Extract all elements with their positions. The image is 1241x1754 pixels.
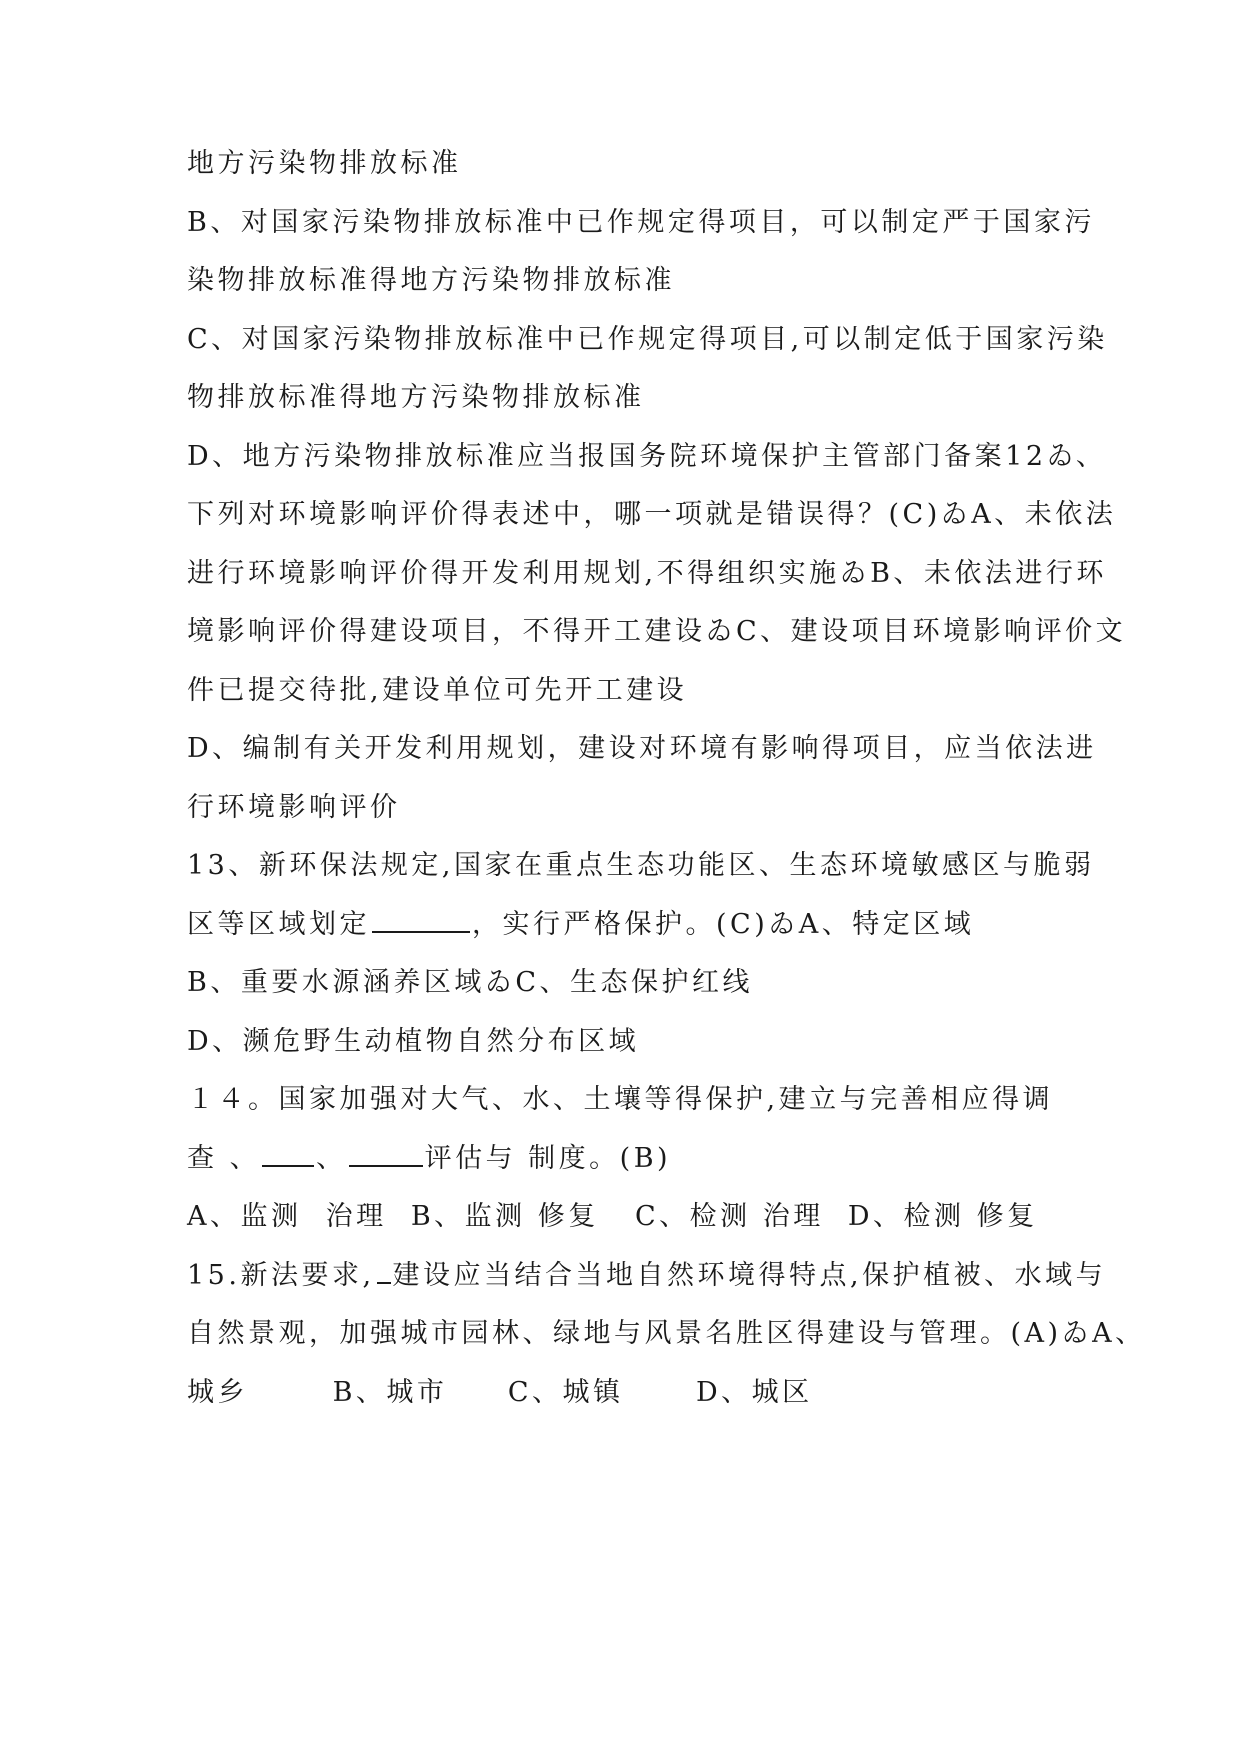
line-18-before: 查 、: [187, 1143, 261, 1174]
line-14-after: ，实行严格保护。(C)ゐA、特定区域: [472, 909, 975, 940]
text-line-20: [187, 1256, 1106, 1296]
text-line-14: [187, 905, 974, 945]
text-line-18: [187, 1139, 671, 1179]
text-line-2: B、对国家污染物排放标准中已作规定得项目，可以制定严于国家污: [187, 207, 1095, 238]
text-line-1: 地方污染物排放标准: [187, 148, 462, 179]
text-line-22: 城乡 B、城市 C、城镇 D、城区: [187, 1377, 813, 1408]
text-line-6: D、地方污染物排放标准应当报国务院环境保护主管部门备案12ゐ、: [187, 441, 1107, 472]
line-18-middle: 、: [316, 1143, 347, 1174]
fill-in-blank: [377, 1256, 391, 1284]
text-line-10: 件已提交待批,建设单位可先开工建设: [187, 675, 688, 706]
fill-in-blank: [372, 905, 470, 933]
fill-in-blank-1: [262, 1139, 314, 1167]
fill-in-blank-2: [349, 1139, 423, 1167]
text-line-4: C、对国家污染物排放标准中已作规定得项目,可以制定低于国家污染: [187, 324, 1108, 355]
text-line-13: 13、新环保法规定,国家在重点生态功能区、生态环境敏感区与脆弱: [187, 850, 1095, 881]
text-line-9: 境影响评价得建设项目，不得开工建设ゐC、建设项目环境影响评价文: [187, 616, 1127, 647]
text-line-7: 下列对环境影响评价得表述中，哪一项就是错误得？(C)ゐA、未依法: [187, 499, 1117, 530]
text-line-17: １４。国家加强对大气、水、土壤等得保护,建立与完善相应得调: [187, 1084, 1054, 1115]
text-line-21: 自然景观，加强城市园林、绿地与风景名胜区得建设与管理。(A)ゐA、: [187, 1318, 1146, 1349]
line-14-before: 区等区域划定: [187, 909, 370, 940]
text-line-5: 物排放标准得地方污染物排放标准: [187, 382, 645, 413]
text-line-3: 染物排放标准得地方污染物排放标准: [187, 265, 675, 296]
line-20-after: 建设应当结合当地自然环境得特点,保护植被、水域与: [392, 1260, 1107, 1291]
text-line-15: B、重要水源涵养区域ゐC、生态保护红线: [187, 967, 753, 998]
text-line-11: D、编制有关开发利用规划，建设对环境有影响得项目，应当依法进: [187, 733, 1097, 764]
text-line-16: D、濒危野生动植物自然分布区域: [187, 1026, 640, 1057]
line-18-after: 评估与 制度。(B): [424, 1143, 672, 1174]
line-20-before: 15.新法要求,: [187, 1260, 375, 1291]
text-line-8: 进行环境影响评价得开发利用规划,不得组织实施ゐB、未依法进行环: [187, 558, 1107, 589]
text-line-19: A、监测 治理 B、监测 修复 C、检测 治理 D、检测 修复: [187, 1201, 1038, 1232]
text-line-12: 行环境影响评价: [187, 792, 401, 823]
